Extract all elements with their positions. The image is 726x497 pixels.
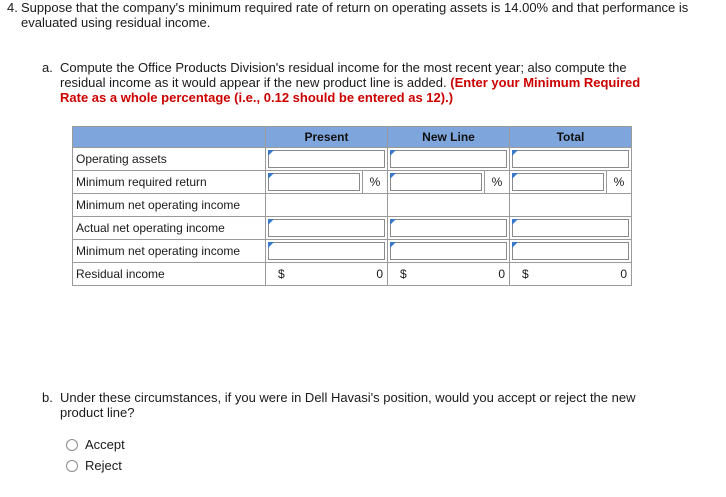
part-a-label: a. <box>42 60 53 75</box>
input-flag-icon <box>268 219 274 225</box>
newline-min-return-input[interactable] <box>390 173 482 191</box>
total-actual-noi-input[interactable] <box>512 219 629 237</box>
newline-dollar-sign: $ <box>400 267 407 281</box>
present-min-noi-blank <box>266 194 388 217</box>
table-row <box>73 263 632 286</box>
newline-residual-cell <box>388 263 510 286</box>
newline-actual-noi-input[interactable] <box>390 219 507 237</box>
input-flag-icon <box>512 242 518 248</box>
input-flag-icon <box>390 242 396 248</box>
part-a-question: Compute the Office Products Division's residual income for the most recent year; also compute the residual income as it would appear if the new product line is added. <box>60 60 627 90</box>
total-min-return-cell <box>510 171 607 194</box>
total-residual-cell <box>510 263 632 286</box>
question-number: 4. <box>7 0 18 15</box>
row-label-actual-net-operating-income: Actual net operating income <box>73 217 266 240</box>
row-label-operating-assets: Operating assets <box>73 148 266 171</box>
table-row <box>73 171 632 194</box>
input-flag-icon <box>390 150 396 156</box>
input-flag-icon <box>268 150 274 156</box>
row-label-minimum-net-operating-income: Minimum net operating income <box>73 194 266 217</box>
part-a-text <box>60 60 670 105</box>
present-residual-value: 0 <box>376 267 383 281</box>
input-flag-icon <box>512 173 518 179</box>
row-label-minimum-required-return: Minimum required return <box>73 171 266 194</box>
newline-min-noi-cell <box>388 240 510 263</box>
newline-min-return-cell <box>388 171 485 194</box>
present-percent-sign: % <box>363 171 388 194</box>
total-percent-sign: % <box>607 171 632 194</box>
part-b-question: Under these circumstances, if you were in Dell Havasi's position, would you accept or reject the new product line? <box>60 390 636 420</box>
present-min-return-input[interactable] <box>268 173 360 191</box>
row-label-minimum-net-operating-income-2: Minimum net operating income <box>73 240 266 263</box>
question-4 <box>7 0 707 30</box>
header-present: Present <box>266 127 388 148</box>
reject-option[interactable] <box>66 458 122 473</box>
input-flag-icon <box>268 242 274 248</box>
reject-radio[interactable] <box>66 460 78 472</box>
present-min-return-cell <box>266 171 363 194</box>
total-min-noi-blank <box>510 194 632 217</box>
input-flag-icon <box>390 173 396 179</box>
table-row <box>73 240 632 263</box>
total-operating-assets-cell <box>510 148 632 171</box>
input-flag-icon <box>512 150 518 156</box>
header-blank <box>73 127 266 148</box>
present-operating-assets-cell <box>266 148 388 171</box>
accept-label: Accept <box>85 437 125 452</box>
total-residual-value: 0 <box>620 267 627 281</box>
newline-operating-assets-cell <box>388 148 510 171</box>
table-row <box>73 194 632 217</box>
input-flag-icon <box>268 173 274 179</box>
header-new-line: New Line <box>388 127 510 148</box>
total-dollar-sign: $ <box>522 267 529 281</box>
newline-actual-noi-cell <box>388 217 510 240</box>
newline-percent-sign: % <box>485 171 510 194</box>
accept-radio[interactable] <box>66 439 78 451</box>
total-operating-assets-input[interactable] <box>512 150 629 168</box>
header-total: Total <box>510 127 632 148</box>
table-row <box>73 148 632 171</box>
newline-min-noi-blank <box>388 194 510 217</box>
present-dollar-sign: $ <box>278 267 285 281</box>
total-min-return-input[interactable] <box>512 173 604 191</box>
newline-residual-value: 0 <box>498 267 505 281</box>
present-operating-assets-input[interactable] <box>268 150 385 168</box>
total-min-noi-cell <box>510 240 632 263</box>
input-flag-icon <box>390 219 396 225</box>
present-min-noi-cell <box>266 240 388 263</box>
table-header-row <box>73 127 632 148</box>
accept-option[interactable] <box>66 437 125 452</box>
table-row <box>73 217 632 240</box>
part-b-label: b. <box>42 390 53 405</box>
newline-min-noi-input[interactable] <box>390 242 507 260</box>
part-a-instruction: (Enter your Minimum Required Rate as a whole percentage (i.e., 0.12 should be entered as 12).) <box>60 75 641 105</box>
present-actual-noi-input[interactable] <box>268 219 385 237</box>
present-residual-cell <box>266 263 388 286</box>
total-min-noi-input[interactable] <box>512 242 629 260</box>
total-actual-noi-cell <box>510 217 632 240</box>
newline-operating-assets-input[interactable] <box>390 150 507 168</box>
input-flag-icon <box>512 219 518 225</box>
row-label-residual-income: Residual income <box>73 263 266 286</box>
residual-income-table <box>72 126 632 286</box>
present-actual-noi-cell <box>266 217 388 240</box>
reject-label: Reject <box>85 458 122 473</box>
present-min-noi-input[interactable] <box>268 242 385 260</box>
question-text: Suppose that the company's minimum required rate of return on operating assets is 14.00% and that performance is evaluated using residual income. <box>21 0 689 30</box>
